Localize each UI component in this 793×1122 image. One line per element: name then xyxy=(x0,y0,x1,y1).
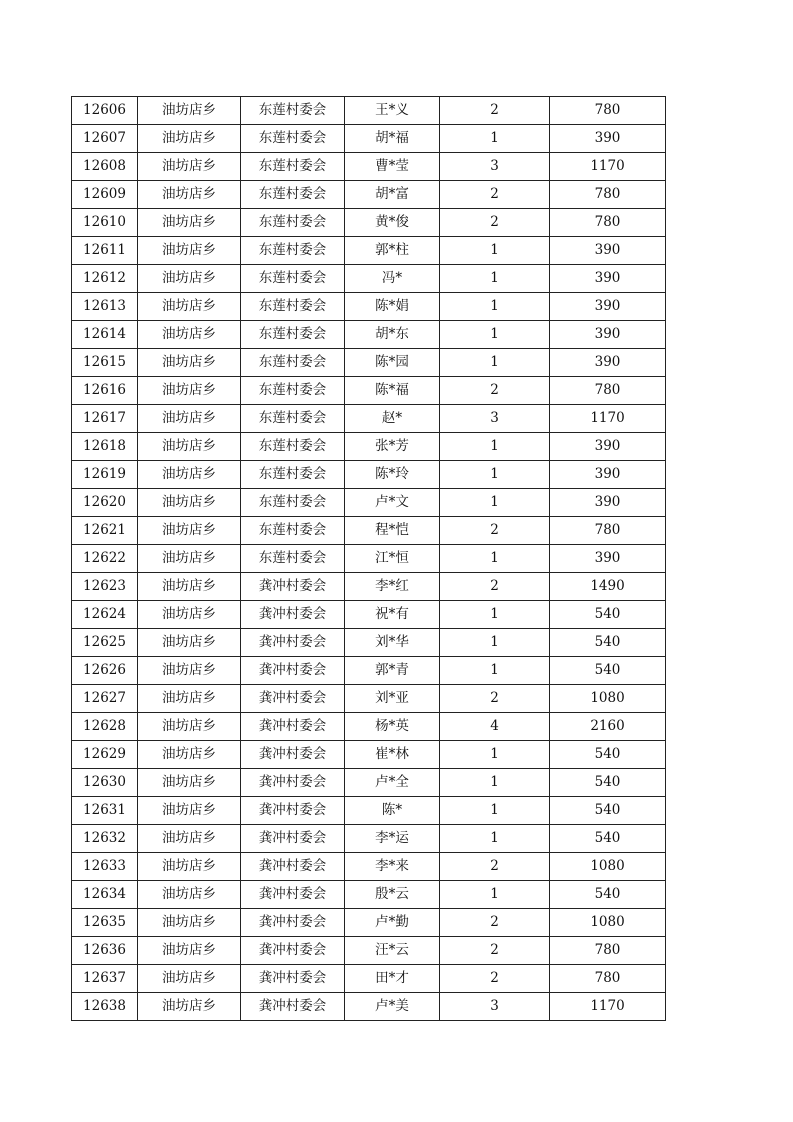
household-count-cell: 2 xyxy=(440,97,550,125)
record-number-cell: 12614 xyxy=(72,321,138,349)
township-cell: 油坊店乡 xyxy=(138,433,241,461)
record-number-cell: 12613 xyxy=(72,293,138,321)
village-committee-cell: 东莲村委会 xyxy=(241,181,345,209)
amount-cell: 1490 xyxy=(550,573,666,601)
person-name-cell: 张*芳 xyxy=(345,433,440,461)
township-cell: 油坊店乡 xyxy=(138,545,241,573)
person-name-cell: 汪*云 xyxy=(345,937,440,965)
table-row xyxy=(72,293,666,321)
person-name-cell: 曹*莹 xyxy=(345,153,440,181)
person-name-cell: 胡*东 xyxy=(345,321,440,349)
amount-cell: 390 xyxy=(550,433,666,461)
household-count-cell: 2 xyxy=(440,573,550,601)
table-row xyxy=(72,545,666,573)
township-cell: 油坊店乡 xyxy=(138,741,241,769)
table-row xyxy=(72,741,666,769)
amount-cell: 390 xyxy=(550,237,666,265)
person-name-cell: 殷*云 xyxy=(345,881,440,909)
household-count-cell: 2 xyxy=(440,909,550,937)
township-cell: 油坊店乡 xyxy=(138,321,241,349)
amount-cell: 2160 xyxy=(550,713,666,741)
household-count-cell: 2 xyxy=(440,937,550,965)
person-name-cell: 李*运 xyxy=(345,825,440,853)
person-name-cell: 江*恒 xyxy=(345,545,440,573)
household-count-cell: 1 xyxy=(440,797,550,825)
record-number-cell: 12638 xyxy=(72,993,138,1021)
household-count-cell: 2 xyxy=(440,517,550,545)
table-row xyxy=(72,965,666,993)
village-committee-cell: 东莲村委会 xyxy=(241,433,345,461)
township-cell: 油坊店乡 xyxy=(138,685,241,713)
person-name-cell: 卢*全 xyxy=(345,769,440,797)
amount-cell: 780 xyxy=(550,377,666,405)
amount-cell: 540 xyxy=(550,797,666,825)
township-cell: 油坊店乡 xyxy=(138,181,241,209)
person-name-cell: 崔*林 xyxy=(345,741,440,769)
township-cell: 油坊店乡 xyxy=(138,209,241,237)
person-name-cell: 程*恺 xyxy=(345,517,440,545)
household-count-cell: 1 xyxy=(440,741,550,769)
record-number-cell: 12623 xyxy=(72,573,138,601)
township-cell: 油坊店乡 xyxy=(138,573,241,601)
amount-cell: 1080 xyxy=(550,909,666,937)
village-committee-cell: 龚冲村委会 xyxy=(241,881,345,909)
household-count-cell: 1 xyxy=(440,293,550,321)
table-row xyxy=(72,265,666,293)
record-number-cell: 12634 xyxy=(72,881,138,909)
person-name-cell: 冯* xyxy=(345,265,440,293)
table-row xyxy=(72,405,666,433)
village-committee-cell: 龚冲村委会 xyxy=(241,769,345,797)
village-committee-cell: 东莲村委会 xyxy=(241,545,345,573)
household-count-cell: 1 xyxy=(440,601,550,629)
household-count-cell: 1 xyxy=(440,769,550,797)
household-count-cell: 2 xyxy=(440,181,550,209)
village-committee-cell: 龚冲村委会 xyxy=(241,937,345,965)
township-cell: 油坊店乡 xyxy=(138,965,241,993)
township-cell: 油坊店乡 xyxy=(138,489,241,517)
record-number-cell: 12637 xyxy=(72,965,138,993)
person-name-cell: 陈*娟 xyxy=(345,293,440,321)
person-name-cell: 陈* xyxy=(345,797,440,825)
person-name-cell: 杨*英 xyxy=(345,713,440,741)
township-cell: 油坊店乡 xyxy=(138,405,241,433)
village-committee-cell: 龚冲村委会 xyxy=(241,685,345,713)
village-committee-cell: 龚冲村委会 xyxy=(241,741,345,769)
amount-cell: 1170 xyxy=(550,153,666,181)
township-cell: 油坊店乡 xyxy=(138,517,241,545)
amount-cell: 390 xyxy=(550,321,666,349)
record-number-cell: 12607 xyxy=(72,125,138,153)
amount-cell: 390 xyxy=(550,461,666,489)
household-count-cell: 1 xyxy=(440,629,550,657)
household-count-cell: 1 xyxy=(440,489,550,517)
table-row xyxy=(72,797,666,825)
amount-cell: 540 xyxy=(550,657,666,685)
village-committee-cell: 东莲村委会 xyxy=(241,321,345,349)
table-row xyxy=(72,97,666,125)
township-cell: 油坊店乡 xyxy=(138,909,241,937)
table-row xyxy=(72,181,666,209)
person-name-cell: 赵* xyxy=(345,405,440,433)
record-number-cell: 12627 xyxy=(72,685,138,713)
record-number-cell: 12616 xyxy=(72,377,138,405)
amount-cell: 780 xyxy=(550,517,666,545)
household-count-cell: 2 xyxy=(440,965,550,993)
person-name-cell: 刘*亚 xyxy=(345,685,440,713)
amount-cell: 780 xyxy=(550,209,666,237)
amount-cell: 390 xyxy=(550,293,666,321)
person-name-cell: 黄*俊 xyxy=(345,209,440,237)
person-name-cell: 卢*勤 xyxy=(345,909,440,937)
household-count-cell: 1 xyxy=(440,433,550,461)
record-number-cell: 12620 xyxy=(72,489,138,517)
amount-cell: 390 xyxy=(550,349,666,377)
record-number-cell: 12608 xyxy=(72,153,138,181)
village-committee-cell: 东莲村委会 xyxy=(241,209,345,237)
record-number-cell: 12612 xyxy=(72,265,138,293)
amount-cell: 540 xyxy=(550,825,666,853)
household-count-cell: 1 xyxy=(440,461,550,489)
township-cell: 油坊店乡 xyxy=(138,713,241,741)
amount-cell: 1170 xyxy=(550,993,666,1021)
record-number-cell: 12631 xyxy=(72,797,138,825)
household-count-cell: 2 xyxy=(440,209,550,237)
household-count-cell: 1 xyxy=(440,881,550,909)
table-row xyxy=(72,881,666,909)
amount-cell: 540 xyxy=(550,629,666,657)
record-number-cell: 12624 xyxy=(72,601,138,629)
village-committee-cell: 龚冲村委会 xyxy=(241,909,345,937)
village-committee-cell: 龚冲村委会 xyxy=(241,993,345,1021)
table-row xyxy=(72,713,666,741)
amount-cell: 390 xyxy=(550,265,666,293)
table-row xyxy=(72,377,666,405)
person-name-cell: 刘*华 xyxy=(345,629,440,657)
township-cell: 油坊店乡 xyxy=(138,237,241,265)
village-committee-cell: 龚冲村委会 xyxy=(241,853,345,881)
amount-cell: 780 xyxy=(550,181,666,209)
village-committee-cell: 龚冲村委会 xyxy=(241,573,345,601)
person-name-cell: 祝*有 xyxy=(345,601,440,629)
table-row xyxy=(72,517,666,545)
record-number-cell: 12633 xyxy=(72,853,138,881)
amount-cell: 390 xyxy=(550,545,666,573)
township-cell: 油坊店乡 xyxy=(138,657,241,685)
person-name-cell: 陈*玲 xyxy=(345,461,440,489)
amount-cell: 780 xyxy=(550,97,666,125)
township-cell: 油坊店乡 xyxy=(138,769,241,797)
record-number-cell: 12628 xyxy=(72,713,138,741)
household-count-cell: 4 xyxy=(440,713,550,741)
village-committee-cell: 东莲村委会 xyxy=(241,489,345,517)
village-committee-cell: 东莲村委会 xyxy=(241,517,345,545)
person-name-cell: 李*来 xyxy=(345,853,440,881)
township-cell: 油坊店乡 xyxy=(138,97,241,125)
table-row xyxy=(72,489,666,517)
township-cell: 油坊店乡 xyxy=(138,377,241,405)
table-row xyxy=(72,769,666,797)
person-name-cell: 郭*青 xyxy=(345,657,440,685)
amount-cell: 540 xyxy=(550,769,666,797)
table-row xyxy=(72,937,666,965)
village-committee-cell: 东莲村委会 xyxy=(241,97,345,125)
household-count-cell: 2 xyxy=(440,853,550,881)
township-cell: 油坊店乡 xyxy=(138,825,241,853)
table-row xyxy=(72,237,666,265)
table-row xyxy=(72,153,666,181)
record-number-cell: 12630 xyxy=(72,769,138,797)
household-count-cell: 2 xyxy=(440,685,550,713)
record-number-cell: 12619 xyxy=(72,461,138,489)
person-name-cell: 郭*柱 xyxy=(345,237,440,265)
record-number-cell: 12629 xyxy=(72,741,138,769)
village-committee-cell: 东莲村委会 xyxy=(241,377,345,405)
person-name-cell: 胡*福 xyxy=(345,125,440,153)
township-cell: 油坊店乡 xyxy=(138,349,241,377)
amount-cell: 540 xyxy=(550,881,666,909)
table-row xyxy=(72,433,666,461)
table-row xyxy=(72,993,666,1021)
village-committee-cell: 东莲村委会 xyxy=(241,237,345,265)
village-committee-cell: 龚冲村委会 xyxy=(241,713,345,741)
village-committee-cell: 龚冲村委会 xyxy=(241,965,345,993)
household-count-cell: 3 xyxy=(440,405,550,433)
village-committee-cell: 东莲村委会 xyxy=(241,349,345,377)
table-row xyxy=(72,349,666,377)
village-committee-cell: 东莲村委会 xyxy=(241,153,345,181)
township-cell: 油坊店乡 xyxy=(138,797,241,825)
table-row xyxy=(72,629,666,657)
household-count-cell: 1 xyxy=(440,125,550,153)
village-committee-cell: 龚冲村委会 xyxy=(241,629,345,657)
record-number-cell: 12615 xyxy=(72,349,138,377)
amount-cell: 1170 xyxy=(550,405,666,433)
table-row xyxy=(72,573,666,601)
amount-cell: 1080 xyxy=(550,685,666,713)
person-name-cell: 卢*美 xyxy=(345,993,440,1021)
household-count-cell: 3 xyxy=(440,993,550,1021)
amount-cell: 540 xyxy=(550,741,666,769)
village-committee-cell: 东莲村委会 xyxy=(241,461,345,489)
amount-cell: 540 xyxy=(550,601,666,629)
household-count-cell: 1 xyxy=(440,657,550,685)
village-committee-cell: 龚冲村委会 xyxy=(241,657,345,685)
amount-cell: 1080 xyxy=(550,853,666,881)
village-committee-cell: 龚冲村委会 xyxy=(241,825,345,853)
person-name-cell: 陈*园 xyxy=(345,349,440,377)
amount-cell: 780 xyxy=(550,965,666,993)
person-name-cell: 王*义 xyxy=(345,97,440,125)
record-number-cell: 12632 xyxy=(72,825,138,853)
person-name-cell: 陈*福 xyxy=(345,377,440,405)
amount-cell: 780 xyxy=(550,937,666,965)
record-number-cell: 12610 xyxy=(72,209,138,237)
record-number-cell: 12635 xyxy=(72,909,138,937)
record-number-cell: 12611 xyxy=(72,237,138,265)
table-row xyxy=(72,321,666,349)
table-row xyxy=(72,125,666,153)
township-cell: 油坊店乡 xyxy=(138,153,241,181)
table-row xyxy=(72,853,666,881)
household-count-cell: 1 xyxy=(440,825,550,853)
household-count-cell: 1 xyxy=(440,321,550,349)
person-name-cell: 李*红 xyxy=(345,573,440,601)
village-committee-cell: 东莲村委会 xyxy=(241,405,345,433)
household-count-cell: 1 xyxy=(440,349,550,377)
township-cell: 油坊店乡 xyxy=(138,461,241,489)
township-cell: 油坊店乡 xyxy=(138,293,241,321)
person-name-cell: 卢*文 xyxy=(345,489,440,517)
township-cell: 油坊店乡 xyxy=(138,601,241,629)
township-cell: 油坊店乡 xyxy=(138,993,241,1021)
household-count-cell: 1 xyxy=(440,265,550,293)
township-cell: 油坊店乡 xyxy=(138,937,241,965)
table-row xyxy=(72,657,666,685)
record-number-cell: 12617 xyxy=(72,405,138,433)
township-cell: 油坊店乡 xyxy=(138,881,241,909)
table-row xyxy=(72,601,666,629)
amount-cell: 390 xyxy=(550,489,666,517)
roster-table-body xyxy=(72,97,666,1021)
village-committee-cell: 东莲村委会 xyxy=(241,293,345,321)
township-cell: 油坊店乡 xyxy=(138,853,241,881)
record-number-cell: 12606 xyxy=(72,97,138,125)
person-name-cell: 胡*富 xyxy=(345,181,440,209)
village-committee-cell: 东莲村委会 xyxy=(241,265,345,293)
township-cell: 油坊店乡 xyxy=(138,265,241,293)
village-committee-cell: 龚冲村委会 xyxy=(241,797,345,825)
township-cell: 油坊店乡 xyxy=(138,629,241,657)
record-number-cell: 12621 xyxy=(72,517,138,545)
roster-table xyxy=(71,96,666,1021)
table-row xyxy=(72,209,666,237)
amount-cell: 390 xyxy=(550,125,666,153)
record-number-cell: 12622 xyxy=(72,545,138,573)
table-row xyxy=(72,461,666,489)
record-number-cell: 12609 xyxy=(72,181,138,209)
record-number-cell: 12626 xyxy=(72,657,138,685)
table-row xyxy=(72,685,666,713)
household-count-cell: 2 xyxy=(440,377,550,405)
table-row xyxy=(72,825,666,853)
person-name-cell: 田*才 xyxy=(345,965,440,993)
township-cell: 油坊店乡 xyxy=(138,125,241,153)
record-number-cell: 12636 xyxy=(72,937,138,965)
household-count-cell: 1 xyxy=(440,237,550,265)
household-count-cell: 3 xyxy=(440,153,550,181)
table-row xyxy=(72,909,666,937)
record-number-cell: 12625 xyxy=(72,629,138,657)
village-committee-cell: 东莲村委会 xyxy=(241,125,345,153)
record-number-cell: 12618 xyxy=(72,433,138,461)
village-committee-cell: 龚冲村委会 xyxy=(241,601,345,629)
household-count-cell: 1 xyxy=(440,545,550,573)
